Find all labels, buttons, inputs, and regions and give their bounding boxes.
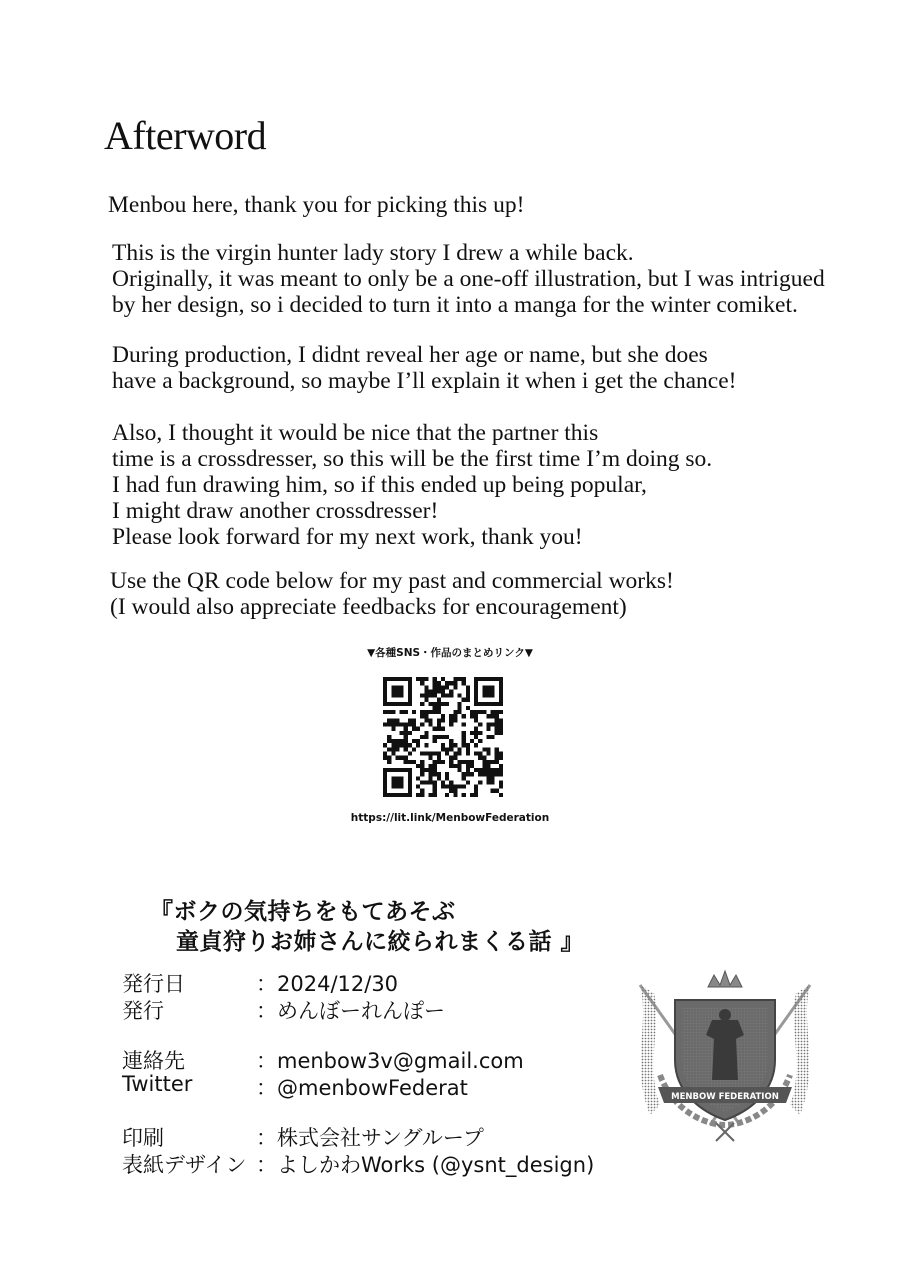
twitter-label: Twitter	[122, 1072, 193, 1096]
contact-label: 連絡先	[122, 1049, 185, 1073]
qr-note-paragraph: Use the QR code below for my past and commercial works! (I would also appreciate feedbacks for encouragement)	[110, 568, 674, 620]
thanks-paragraph: Menbou here, thank you for picking this up!	[108, 192, 525, 218]
menbow-federation-crest-icon	[620, 965, 830, 1145]
story-paragraph: This is the virgin hunter lady story I drew a while back. Originally, it was meant to only be a one-off illustration, but I was intrigued by her design, so i decided to turn it into a manga for the winter comiket.	[112, 240, 825, 318]
publisher-label: 発行	[122, 999, 164, 1023]
qr-code-icon[interactable]	[383, 677, 503, 797]
printer-label: 印刷	[122, 1126, 164, 1150]
twitter-value: ：@menbowFederat	[256, 1076, 468, 1100]
book-title-line-1: 『ボクの気持ちをもてあそぶ	[150, 899, 456, 925]
publisher-value: ：めんぼーれんぽー	[256, 999, 445, 1023]
cover-design-label: 表紙デザイン	[122, 1153, 247, 1177]
afterword-title: Afterword	[104, 113, 267, 158]
date-label: 発行日	[122, 972, 185, 996]
contact-value: ：menbow3v@gmail.com	[256, 1049, 524, 1073]
cover-design-value: ：よしかわWorks (@ysnt_design)	[256, 1153, 595, 1177]
partner-paragraph: Also, I thought it would be nice that the partner this time is a crossdresser, so this will be the first time I’m doing so. I had fun drawing him, so if this ended up being popular, I might draw another crossdresser! Please look forward for my next work, thank you!	[112, 420, 713, 550]
date-value: ：2024/12/30	[256, 972, 399, 996]
book-title-line-2: 童貞狩りお姉さんに絞られまくる話 』	[176, 929, 585, 955]
link-url[interactable]: https://lit.link/MenbowFederation	[350, 812, 550, 824]
printer-value: ：株式会社サングループ	[256, 1126, 484, 1150]
background-paragraph: During production, I didnt reveal her age or name, but she does have a background, so maybe I’ll explain it when i get the chance!	[112, 342, 737, 394]
crest-ribbon-text: MENBOW FEDERATION	[671, 1092, 779, 1102]
sns-links-label: ▼各種SNS・作品のまとめリンク▼	[367, 647, 533, 659]
